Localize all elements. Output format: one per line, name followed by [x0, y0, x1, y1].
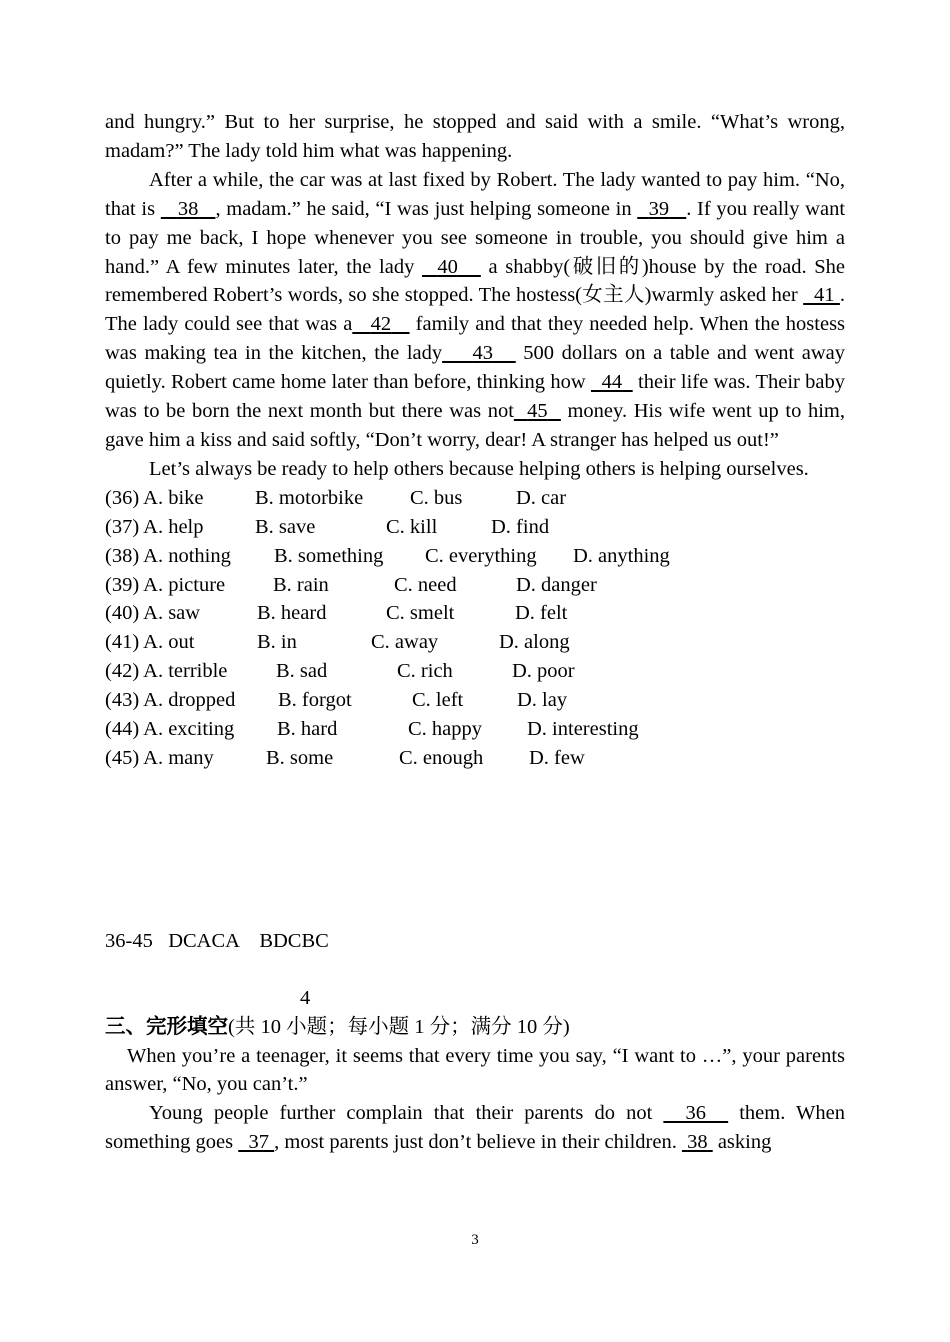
option-row-45 [105, 744, 845, 773]
passage-text: , most parents just don’t believe in their children. [274, 1131, 682, 1154]
option-row-41 [105, 628, 845, 657]
option-c: C. bus [410, 486, 463, 509]
option-b: B. rain [273, 573, 329, 596]
blank-38: 38 [177, 197, 199, 220]
option-c: C. enough [399, 746, 484, 769]
option-row-40 [105, 599, 845, 628]
option-a: (45) A. many [105, 746, 214, 769]
passage-text: . The lady could see that was a [105, 284, 846, 336]
section3-paragraph-1 [105, 1042, 845, 1100]
options-list [105, 484, 845, 773]
blank-40: 40 [437, 255, 458, 278]
passage-text: 500 dollars on a table and went away quietly. Robert came home later than before, thinking how [105, 342, 846, 394]
option-row-38 [105, 542, 845, 571]
passage-text: a shabby(破旧的)house by the road. She remembered Robert’s words, so she stopped. The hostess(女主人)warmly asked her [105, 255, 845, 307]
passage-paragraph-1 [105, 108, 845, 166]
blank-38b: 38 [687, 1131, 708, 1154]
passage-text: , madam.” he said, “I was just helping someone in [215, 197, 638, 220]
passage-paragraph-2 [105, 166, 845, 455]
option-row-43 [105, 686, 845, 715]
passage-text: Young people further complain that their parents do not [149, 1102, 664, 1125]
passage-text: After a while, the car was at last fixed by Robert. The lady wanted to pay him. “No, that is [105, 168, 845, 220]
option-c: C. happy [408, 718, 483, 741]
option-a: (39) A. picture [105, 573, 226, 596]
blank-42: 42 [370, 313, 392, 336]
document-page [105, 108, 845, 1157]
option-d: D. poor [512, 660, 575, 683]
option-a: (42) A. terrible [105, 660, 228, 683]
option-d: D. interesting [527, 718, 639, 741]
section-number: 4 [300, 986, 311, 1009]
option-a: (36) A. bike [105, 486, 204, 509]
passage-text: Let’s always be ready to help others because helping others is helping ourselves. [149, 457, 809, 480]
passage-text: asking [712, 1131, 772, 1154]
option-b: B. sad [276, 660, 328, 683]
option-a: (43) A. dropped [105, 689, 236, 712]
blank-space [105, 773, 845, 927]
section-heading-rest: (共 10 小题；每小题 1 分；满分 10 分) [228, 1015, 570, 1038]
section-heading-bold: 三、完形填空 [105, 1015, 228, 1038]
passage-text: When you’re a teenager, it seems that every time you say, “I want to …”, your parents answer, “No, you can’t.” [105, 1044, 845, 1096]
option-c: C. away [371, 631, 439, 654]
option-d: D. felt [515, 602, 568, 625]
blank-39: 39 [648, 197, 670, 220]
passage-text: . If you really want to pay me back, I hope whenever you see someone in trouble, you should give him a hand.” A few minutes later, the lady [105, 197, 846, 278]
option-d: D. danger [516, 573, 597, 596]
option-a: (38) A. nothing [105, 544, 231, 567]
option-d: D. find [491, 515, 550, 538]
option-d: D. car [516, 486, 567, 509]
option-a: (40) A. saw [105, 602, 201, 625]
option-c: C. everything [425, 544, 537, 567]
passage-text: and hungry.” But to her surprise, he stopped and said with a smile. “What’s wrong, madam?” The lady told him what was happening. [105, 111, 845, 162]
option-row-36 [105, 484, 845, 513]
option-d: D. lay [517, 689, 568, 712]
option-b: B. motorbike [255, 486, 364, 509]
option-c: C. smelt [386, 602, 455, 625]
option-b: B. heard [257, 602, 327, 625]
option-b: B. something [274, 544, 384, 567]
passage-paragraph-3 [105, 455, 845, 484]
option-row-39 [105, 571, 845, 600]
section3-paragraph-2 [105, 1099, 845, 1157]
option-a: (41) A. out [105, 631, 195, 654]
section-heading [105, 1013, 845, 1042]
option-row-42 [105, 657, 845, 686]
option-d: D. few [529, 746, 585, 769]
passage-text: family and that they needed help. When the hostess was making tea in the kitchen, the lady [105, 313, 846, 365]
option-d: D. along [499, 631, 570, 654]
passage-text: them. When something goes [105, 1102, 846, 1154]
blank-43: 43 [472, 342, 493, 365]
page-number: 3 [471, 1232, 479, 1248]
option-c: C. kill [386, 515, 438, 538]
option-a: (37) A. help [105, 515, 204, 538]
passage-text: their life was. Their baby was to be born the next month but there was not [105, 371, 846, 423]
blank-45: 45 [527, 400, 548, 423]
option-b: B. some [266, 746, 334, 769]
option-b: B. forgot [278, 689, 352, 712]
option-row-44 [105, 715, 845, 744]
blank-36: 36 [685, 1102, 706, 1125]
option-a: (44) A. exciting [105, 718, 235, 741]
option-d: D. anything [573, 544, 670, 567]
option-c: C. rich [397, 660, 453, 683]
answer-key: 36-45 DCACA BDCBC [105, 929, 329, 952]
option-b: B. hard [277, 718, 338, 741]
option-c: C. left [412, 689, 464, 712]
blank-41: 41 [813, 284, 835, 307]
option-b: B. save [255, 515, 316, 538]
option-row-37 [105, 513, 845, 542]
blank-37: 37 [248, 1131, 269, 1154]
option-b: B. in [257, 631, 297, 654]
blank-44: 44 [601, 371, 623, 394]
passage-text: money. His wife went up to him, gave him a kiss and said softly, “Don’t worry, dear! A stranger has helped us out!” [105, 400, 845, 451]
option-c: C. need [394, 573, 457, 596]
